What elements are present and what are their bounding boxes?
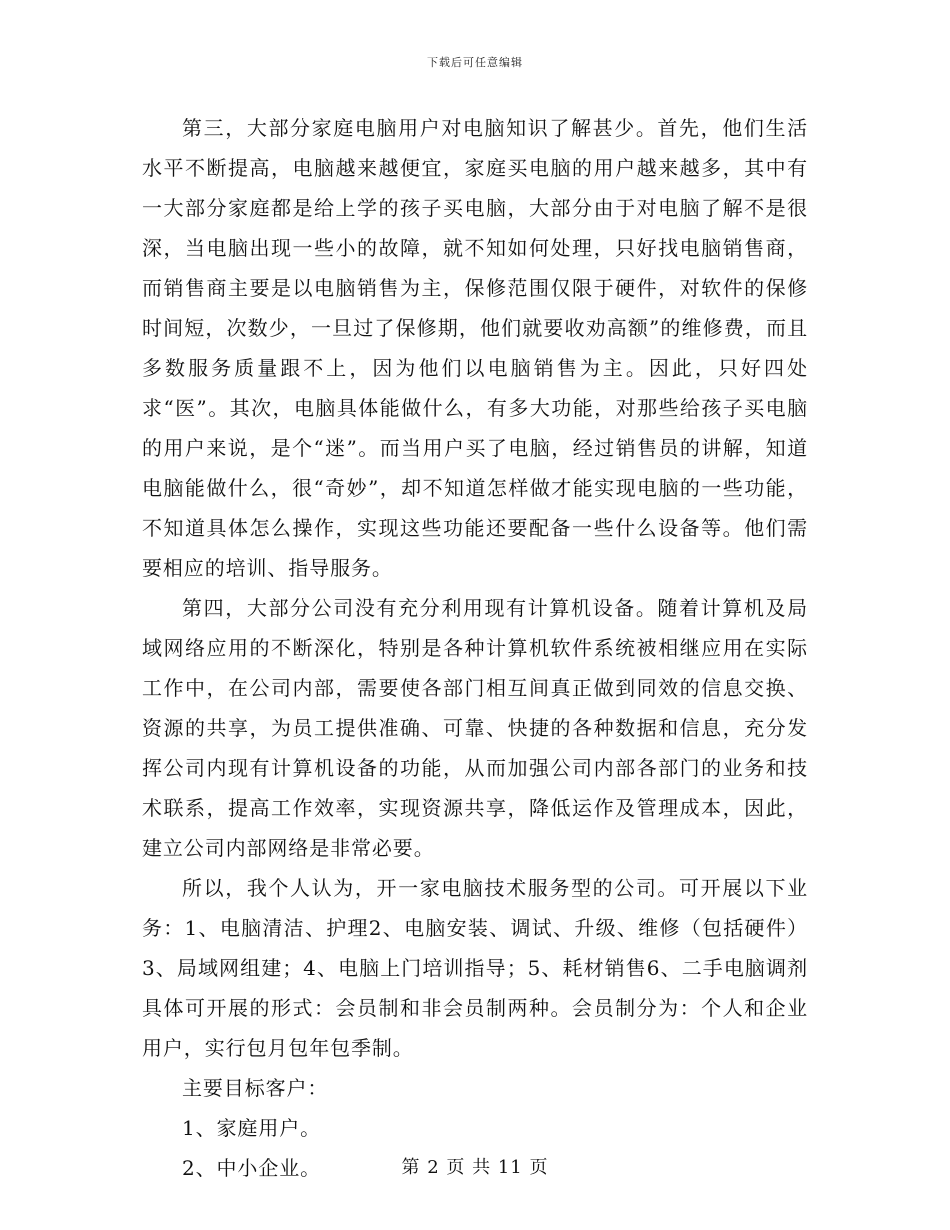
list-item-home-users: 1、家庭用户。 — [182, 1116, 322, 1140]
page-number-footer: 第 2 页 共 11 页 — [401, 1157, 549, 1178]
document-body — [142, 108, 808, 1188]
paragraph-fourth-point: 第四，大部分公司没有充分利用现有计算机设备。随着计算机及局域网络应用的不断深化，特别是各种计算机软件系统被相继应用在实际工作中，在公司内部，需要使各部门相互间真正做到同效的信息交换、资源的共享，为员工提供准确、可靠、快捷的各种数据和信息，充分发挥公司内现有计算机设备的功能，从而加强公司内部各部门的业务和技术联系，提高工作效率，实现资源共享，降低运作及管理成本，因此，建立公司内部网络是非常必要。 — [142, 596, 808, 860]
paragraph-third-point: 第三，大部分家庭电脑用户对电脑知识了解甚少。首先，他们生活水平不断提高，电脑越来越便宜，家庭买电脑的用户越来越多，其中有一大部分家庭都是给上学的孩子买电脑，大部分由于对电脑了解不是很深，当电脑出现一些小的故障，就不知如何处理，只好找电脑销售商，而销售商主要是以电脑销售为主，保修范围仅限于硬件，对软件的保修时间短，次数少，一旦过了保修期，他们就要收劝高额”的维修费，而且多数服务质量跟不上，因为他们以电脑销售为主。因此，只好四处求“医”。其次，电脑具体能做什么，有多大功能，对那些给孩子买电脑的用户来说，是个“迷”。而当用户买了电脑，经过销售员的讲解，知道电脑能做什么，很“奇妙”，却不知道怎样做才能实现电脑的一些功能，不知道具体怎么操作，实现这些功能还要配备一些什么设备等。他们需要相应的培训、指导服务。 — [142, 116, 808, 580]
header-note: 下载后可任意编辑 — [427, 56, 523, 69]
list-item-small-business: 2、中小企业。 — [182, 1156, 322, 1180]
paragraph-target-customers-heading: 主要目标客户： — [182, 1076, 329, 1100]
paragraph-business-scope: 所以，我个人认为，开一家电脑技术服务型的公司。可开展以下业务：1、电脑清洁、护理2、电脑安装、调试、升级、维修（包括硬件）3、局域网组建；4、电脑上门培训指导；5、耗材销售6、二手电脑调剂具体可开展的形式：会员制和非会员制两种。会员制分为：个人和企业用户，实行包月包年包季制。 — [142, 876, 808, 1060]
